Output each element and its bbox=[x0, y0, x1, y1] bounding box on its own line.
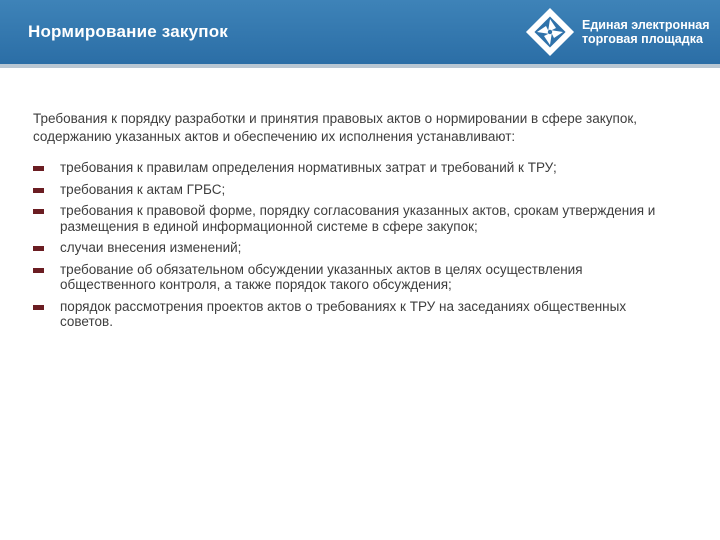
list-item bbox=[33, 203, 673, 234]
bullet-marker-icon bbox=[33, 188, 44, 193]
bullet-marker-icon bbox=[33, 305, 44, 310]
etp-logo bbox=[524, 6, 714, 58]
logo-text bbox=[582, 18, 710, 46]
list-item bbox=[33, 299, 673, 330]
slide-title: Нормирование закупок bbox=[28, 22, 228, 41]
list-item bbox=[33, 182, 673, 198]
bullet-marker-icon bbox=[33, 209, 44, 214]
logo-text-line-1: Единая электронная bbox=[582, 18, 710, 32]
list-item-text: порядок рассмотрения проектов актов о требованиях к ТРУ на заседаниях общественных советов. bbox=[60, 298, 627, 329]
list-item bbox=[33, 262, 673, 293]
list-item-text: требования к правовой форме, порядку согласования указанных актов, срокам утверждения и размещения в единой информационной системе в сфере закупок; bbox=[60, 203, 656, 234]
bullet-marker-icon bbox=[33, 246, 44, 251]
list-item bbox=[33, 240, 673, 256]
slide-header bbox=[0, 0, 720, 64]
intro-paragraph: Требования к порядку разработки и принятия правовых актов о нормировании в сфере закупок, содержанию указанных актов и обеспечению их исполнения устанавливают: bbox=[33, 111, 638, 144]
slide-body bbox=[33, 110, 673, 336]
logo-text-line-2: торговая площадка bbox=[582, 32, 703, 46]
list-item-text: требования к правилам определения нормативных затрат и требований к ТРУ; bbox=[60, 160, 557, 175]
list-item-text: требование об обязательном обсуждении указанных актов в целях осуществления общественного контроля, а также порядок такого обсуждения; bbox=[60, 261, 583, 292]
header-divider bbox=[0, 64, 720, 68]
list-item bbox=[33, 160, 673, 176]
bullet-marker-icon bbox=[33, 268, 44, 273]
requirements-list bbox=[33, 160, 673, 330]
list-item-text: случаи внесения изменений; bbox=[60, 240, 242, 255]
list-item-text: требования к актам ГРБС; bbox=[60, 181, 226, 197]
bullet-marker-icon bbox=[33, 166, 44, 171]
etp-logo-icon bbox=[524, 6, 576, 58]
